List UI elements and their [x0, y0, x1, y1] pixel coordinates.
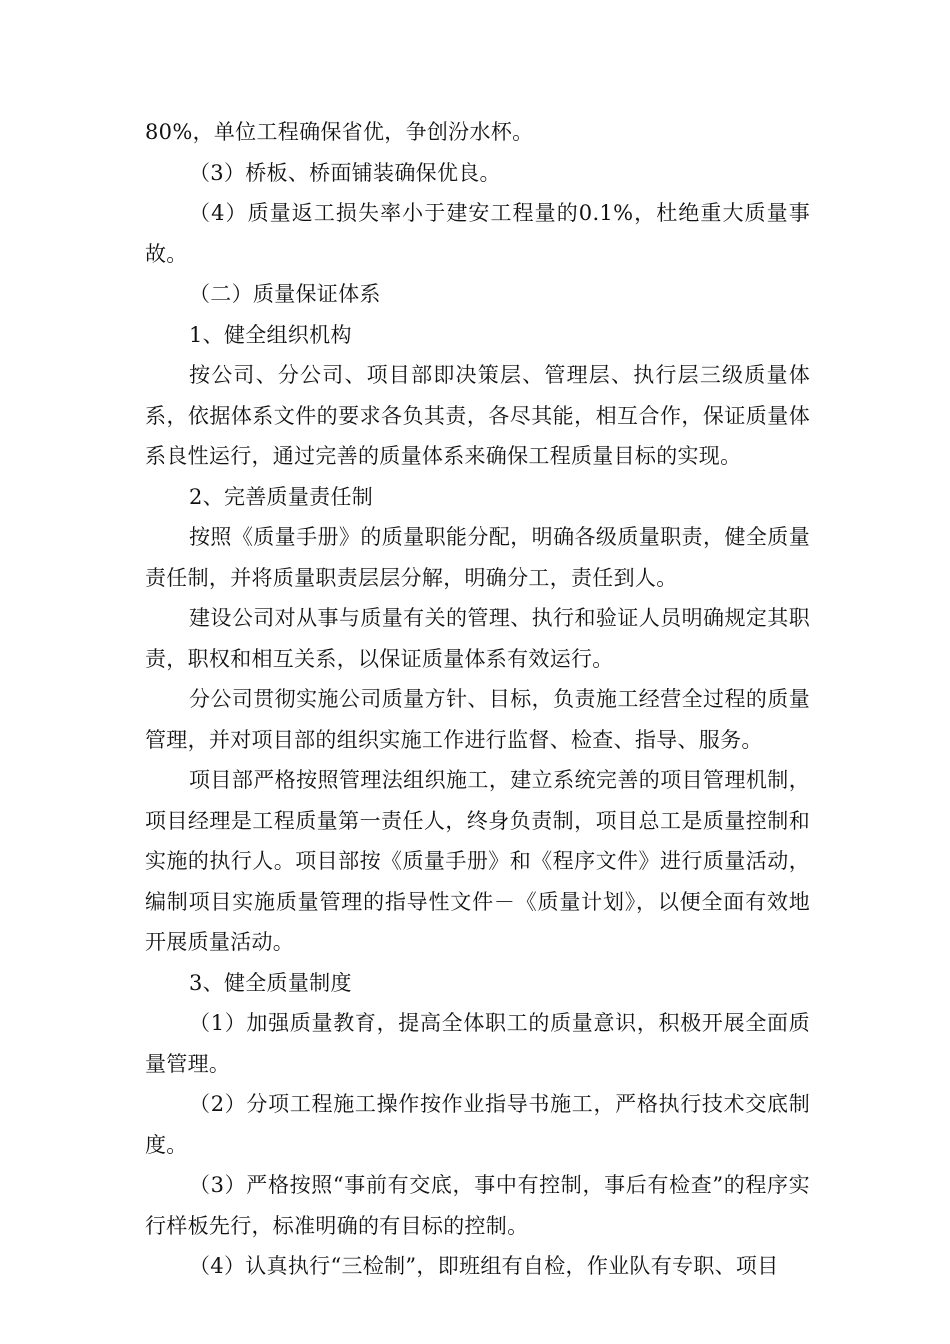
section-heading: （二）质量保证体系: [189, 282, 381, 306]
paragraph: （2）分项工程施工操作按作业指导书施工，严格执行技术交底制度。: [145, 1092, 810, 1157]
subsection-heading: 3、健全质量制度: [189, 970, 352, 995]
paragraph: （3）严格按照“事前有交底，事中有控制，事后有检查”的程序实行样板先行，标准明确的有目标的控制。: [145, 1173, 810, 1238]
paragraph: 分公司贯彻实施公司质量方针、目标，负责施工经营全过程的质量管理，并对项目部的组织实施工作进行监督、检查、指导、服务。: [145, 687, 810, 752]
paragraph: 项目部严格按照管理法组织施工，建立系统完善的项目管理机制，项目经理是工程质量第一责任人，终身负责制，项目总工是质量控制和实施的执行人。项目部按《质量手册》和《程序文件》进行质量活动，编制项目实施质量管理的指导性文件－《质量计划》，以便全面有效地开展质量活动。: [145, 768, 810, 954]
paragraph: （4）认真执行“三检制”，即班组有自检，作业队有专职、项目: [189, 1254, 779, 1278]
document-body: [145, 112, 810, 1287]
paragraph: （4）质量返工损失率小于建安工程量的0.1%，杜绝重大质量事故。: [145, 201, 810, 266]
paragraph: 建设公司对从事与质量有关的管理、执行和验证人员明确规定其职责，职权和相互关系，以保证质量体系有效运行。: [145, 606, 810, 671]
paragraph: 按公司、分公司、项目部即决策层、管理层、执行层三级质量体系，依据体系文件的要求各负其责，各尽其能，相互合作，保证质量体系良性运行，通过完善的质量体系来确保工程质量目标的实现。: [145, 363, 810, 468]
paragraph: （1）加强质量教育，提高全体职工的质量意识，积极开展全面质量管理。: [145, 1011, 810, 1076]
paragraph: 80%，单位工程确保省优，争创汾水杯。: [145, 120, 534, 144]
paragraph: 按照《质量手册》的质量职能分配，明确各级质量职责，健全质量责任制，并将质量职责层层分解，明确分工，责任到人。: [145, 525, 810, 590]
subsection-heading: 1、健全组织机构: [189, 322, 352, 347]
subsection-heading: 2、完善质量责任制: [189, 484, 374, 509]
paragraph: （3）桥板、桥面铺装确保优良。: [189, 160, 501, 185]
